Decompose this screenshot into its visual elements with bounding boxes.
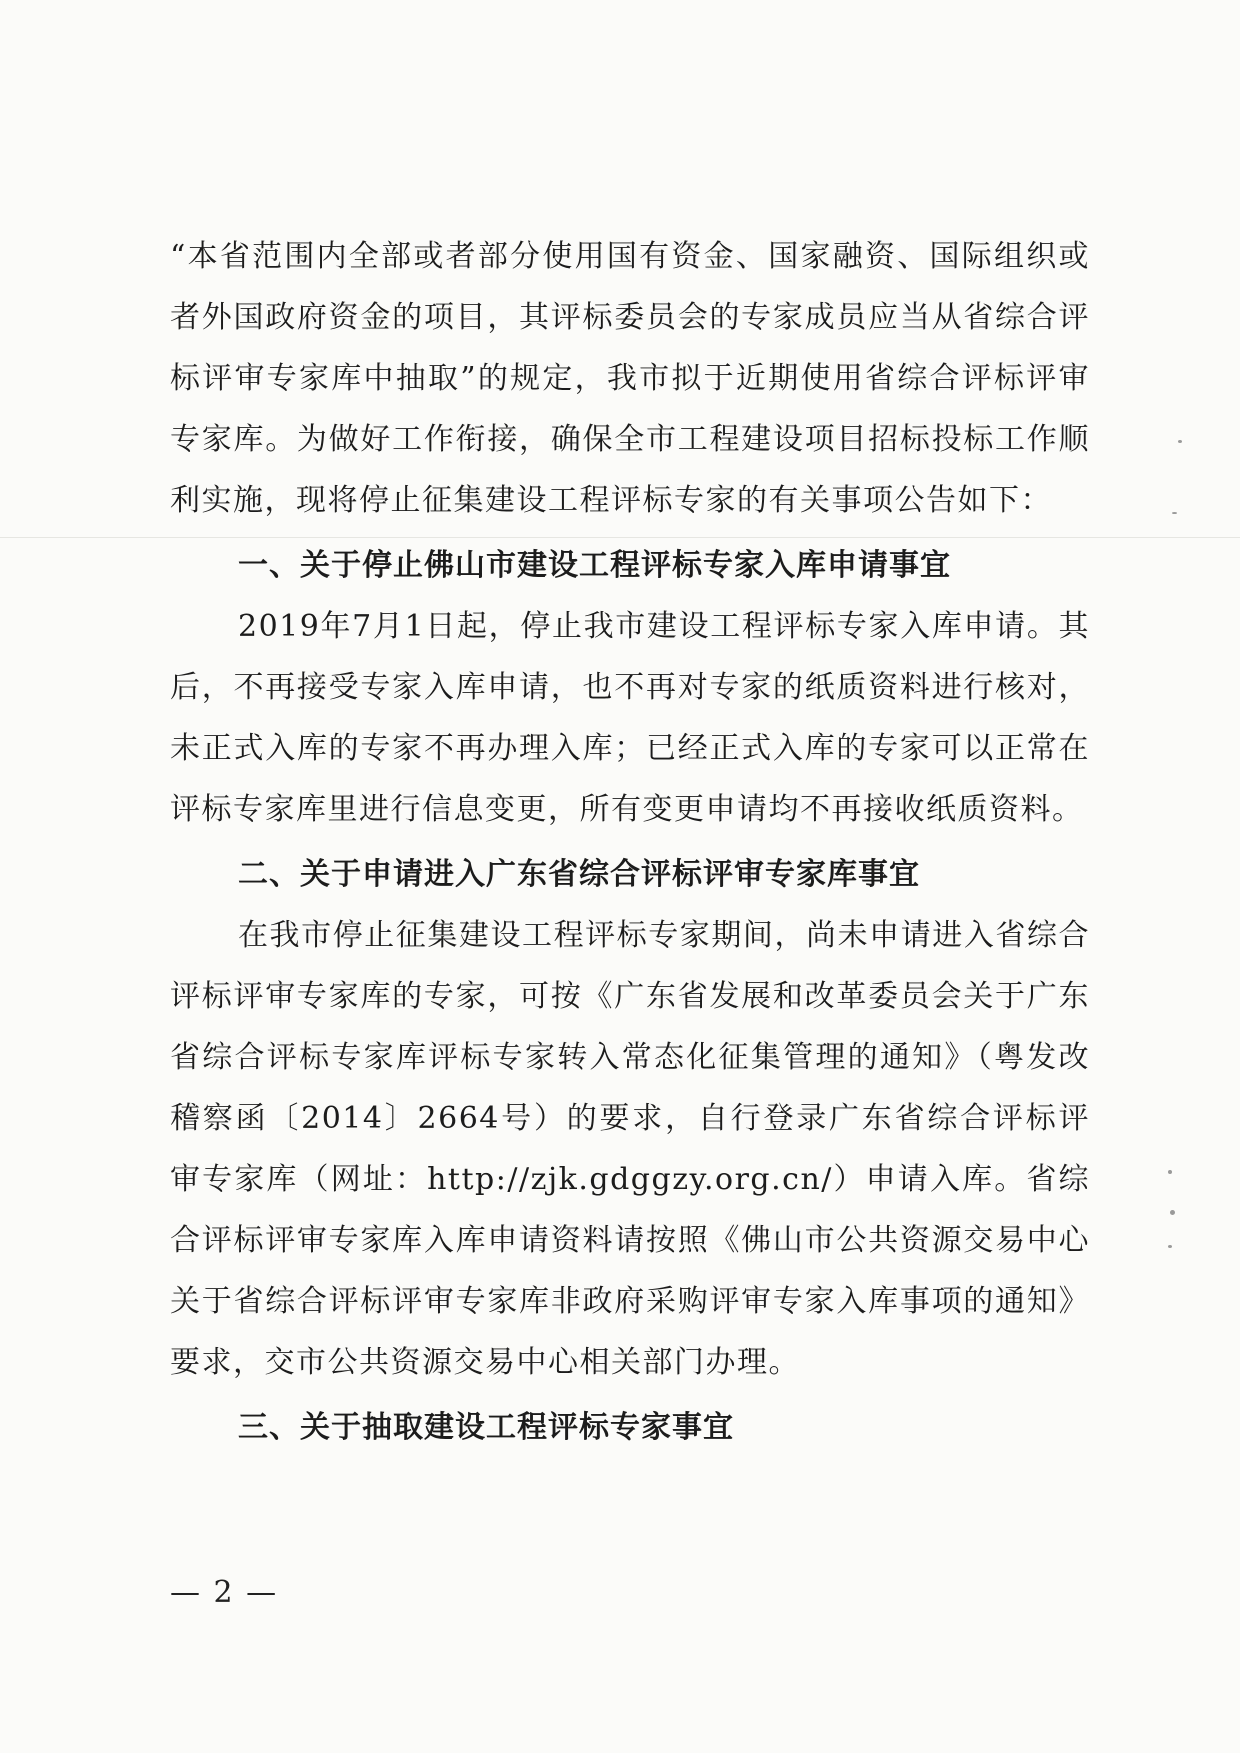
page-number: — 2 — [170,1575,279,1610]
scan-speck [1168,1170,1172,1174]
intro-paragraph: “本省范围内全部或者部分使用国有资金、国家融资、国际组织或者外国政府资金的项目，其评标委员会的专家成员应当从省综合评标评审专家库中抽取”的规定，我市拟于近期使用省综合评标评审专家库。为做好工作衔接，确保全市工程建设项目招标投标工作顺利实施，现将停止征集建设工程评标专家的有关事项公告如下： [170,239,1090,518]
scan-speck [1172,512,1177,514]
document-body [170,226,1090,1458]
section-3-heading: 三、关于抽取建设工程评标专家事宜 [238,1410,734,1445]
scan-speck [1170,1210,1175,1215]
scan-speck [1168,1245,1172,1248]
scan-speck [1178,440,1182,443]
section-1-paragraph: 2019年7月1日起，停止我市建设工程评标专家入库申请。其后，不再接受专家入库申请，也不再对专家的纸质资料进行核对，未正式入库的专家不再办理入库；已经正式入库的专家可以正常在评标专家库里进行信息变更，所有变更申请均不再接收纸质资料。 [170,609,1090,827]
section-1-heading: 一、关于停止佛山市建设工程评标专家入库申请事宜 [238,548,951,583]
section-2-paragraph: 在我市停止征集建设工程评标专家期间，尚未申请进入省综合评标评审专家库的专家，可按《广东省发展和改革委员会关于广东省综合评标专家库评标专家转入常态化征集管理的通知》（粤发改稽察函〔2014〕2664号）的要求，自行登录广东省综合评标评审专家库（网址：http://zjk.gdggzy.org.cn/）申请入库。省综合评标评审专家库入库申请资料请按照《佛山市公共资源交易中心关于省综合评标评审专家库非政府采购评审专家入库事项的通知》要求，交市公共资源交易中心相关部门办理。 [170,918,1090,1380]
section-2-heading: 二、关于申请进入广东省综合评标评审专家库事宜 [238,857,920,892]
